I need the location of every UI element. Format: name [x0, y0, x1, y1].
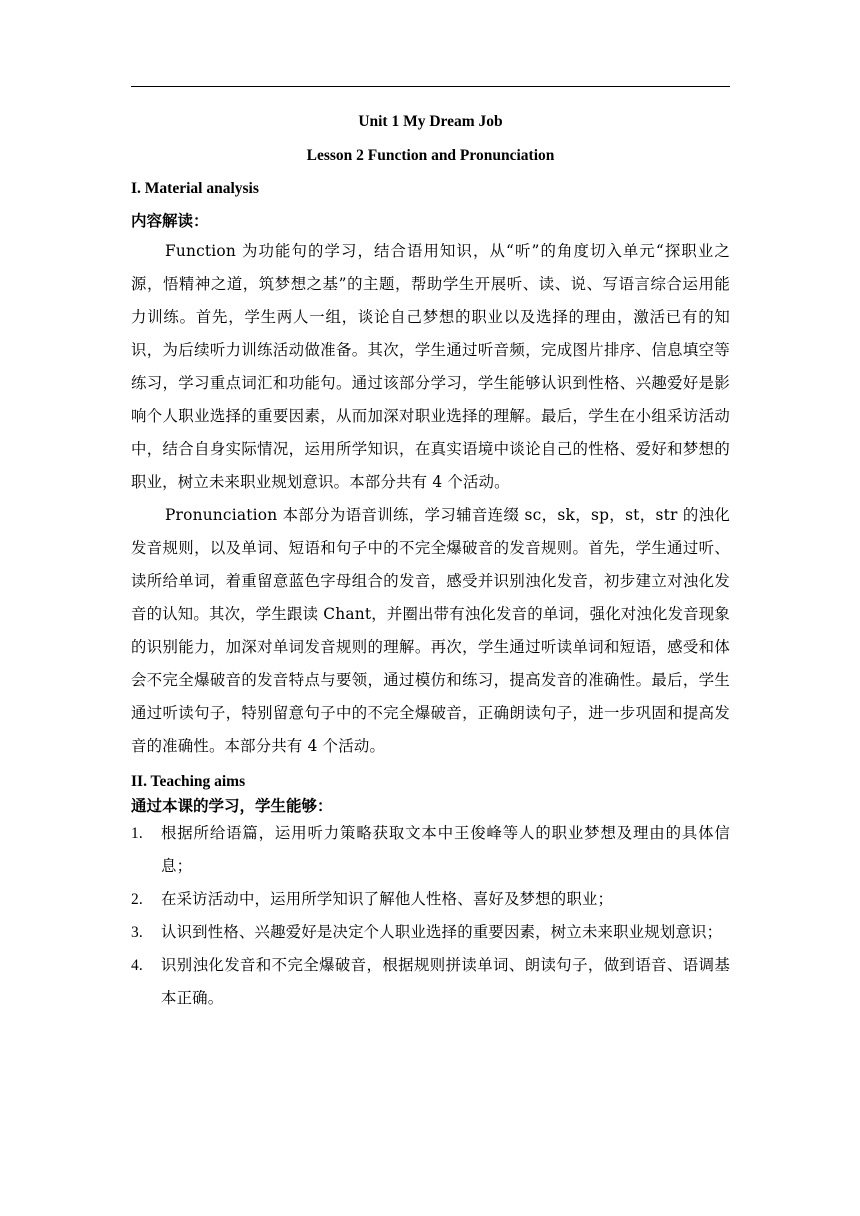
pronunciation-paragraph: Pronunciation 本部分为语音训练，学习辅音连缀 sc，sk，sp，st，str 的浊化发音规则，以及单词、短语和句子中的不完全爆破音的发音规则。首先，学生通过听、读所给单词，着重留意蓝色字母组合的发音，感受并识别浊化发音，初步建立对浊化发音的认知。其次，学生跟读 Chant，并圈出带有浊化发音的单词，强化对浊化发音现象的识别能力，加深对单词发音规则的理解。再次，学生通过听读单词和短语，感受和体会不完全爆破音的发音特点与要领，通过模仿和练习，提高发音的准确性。最后，学生通过听读句子，特别留意句子中的不完全爆破音，正确朗读句子，进一步巩固和提高发音的准确性。本部分共有 4 个活动。: [131, 506, 730, 755]
aim-number: 1.: [131, 825, 143, 842]
aim-item: [131, 817, 730, 883]
teaching-aims-intro: 通过本课的学习，学生能够：: [131, 796, 333, 815]
teaching-aims-list: [131, 817, 730, 1015]
aim-text: 识别浊化发音和不完全爆破音，根据规则拼读单词、朗读句子，做到语音、语调基本正确。: [161, 956, 730, 1007]
aim-item: [131, 916, 730, 949]
aim-number: 4.: [131, 957, 143, 974]
aim-text: 在采访活动中，运用所学知识了解他人性格、喜好及梦想的职业；: [161, 890, 614, 908]
header-rule: [131, 86, 730, 87]
function-paragraph: Function 为功能句的学习，结合语用知识，从“听”的角度切入单元“探职业之源，悟精神之道，筑梦想之基”的主题，帮助学生开展听、读、说、写语言综合运用能力训练。首先，学生两人一组，谈论自己梦想的职业以及选择的理由，激活已有的知识，为后续听力训练活动做准备。其次，学生通过听音频，完成图片排序、信息填空等练习，学习重点词汇和功能句。通过该部分学习，学生能够认识到性格、兴趣爱好是影响个人职业选择的重要因素，从而加深对职业选择的理解。最后，学生在小组采访活动中，结合自身实际情况，运用所学知识，在真实语境中谈论自己的性格、爱好和梦想的职业，树立未来职业规划意识。本部分共有 4 个活动。: [131, 242, 730, 491]
aim-number: 3.: [131, 924, 143, 941]
material-analysis-heading: I. Material analysis: [131, 180, 259, 197]
aim-item: [131, 949, 730, 1015]
aim-item: [131, 883, 730, 916]
aim-text: 根据所给语篇，运用听力策略获取文本中王俊峰等人的职业梦想及理由的具体信息；: [161, 824, 730, 875]
aim-number: 2.: [131, 891, 143, 908]
teaching-aims-heading: II. Teaching aims: [131, 773, 246, 790]
document-body: [131, 108, 730, 1015]
aim-text: 认识到性格、兴趣爱好是决定个人职业选择的重要因素，树立未来职业规划意识；: [161, 923, 723, 941]
content-interpretation-heading: 内容解读：: [131, 211, 209, 230]
lesson-title: Lesson 2 Function and Pronunciation: [306, 147, 555, 164]
unit-title: Unit 1 My Dream Job: [358, 113, 503, 130]
